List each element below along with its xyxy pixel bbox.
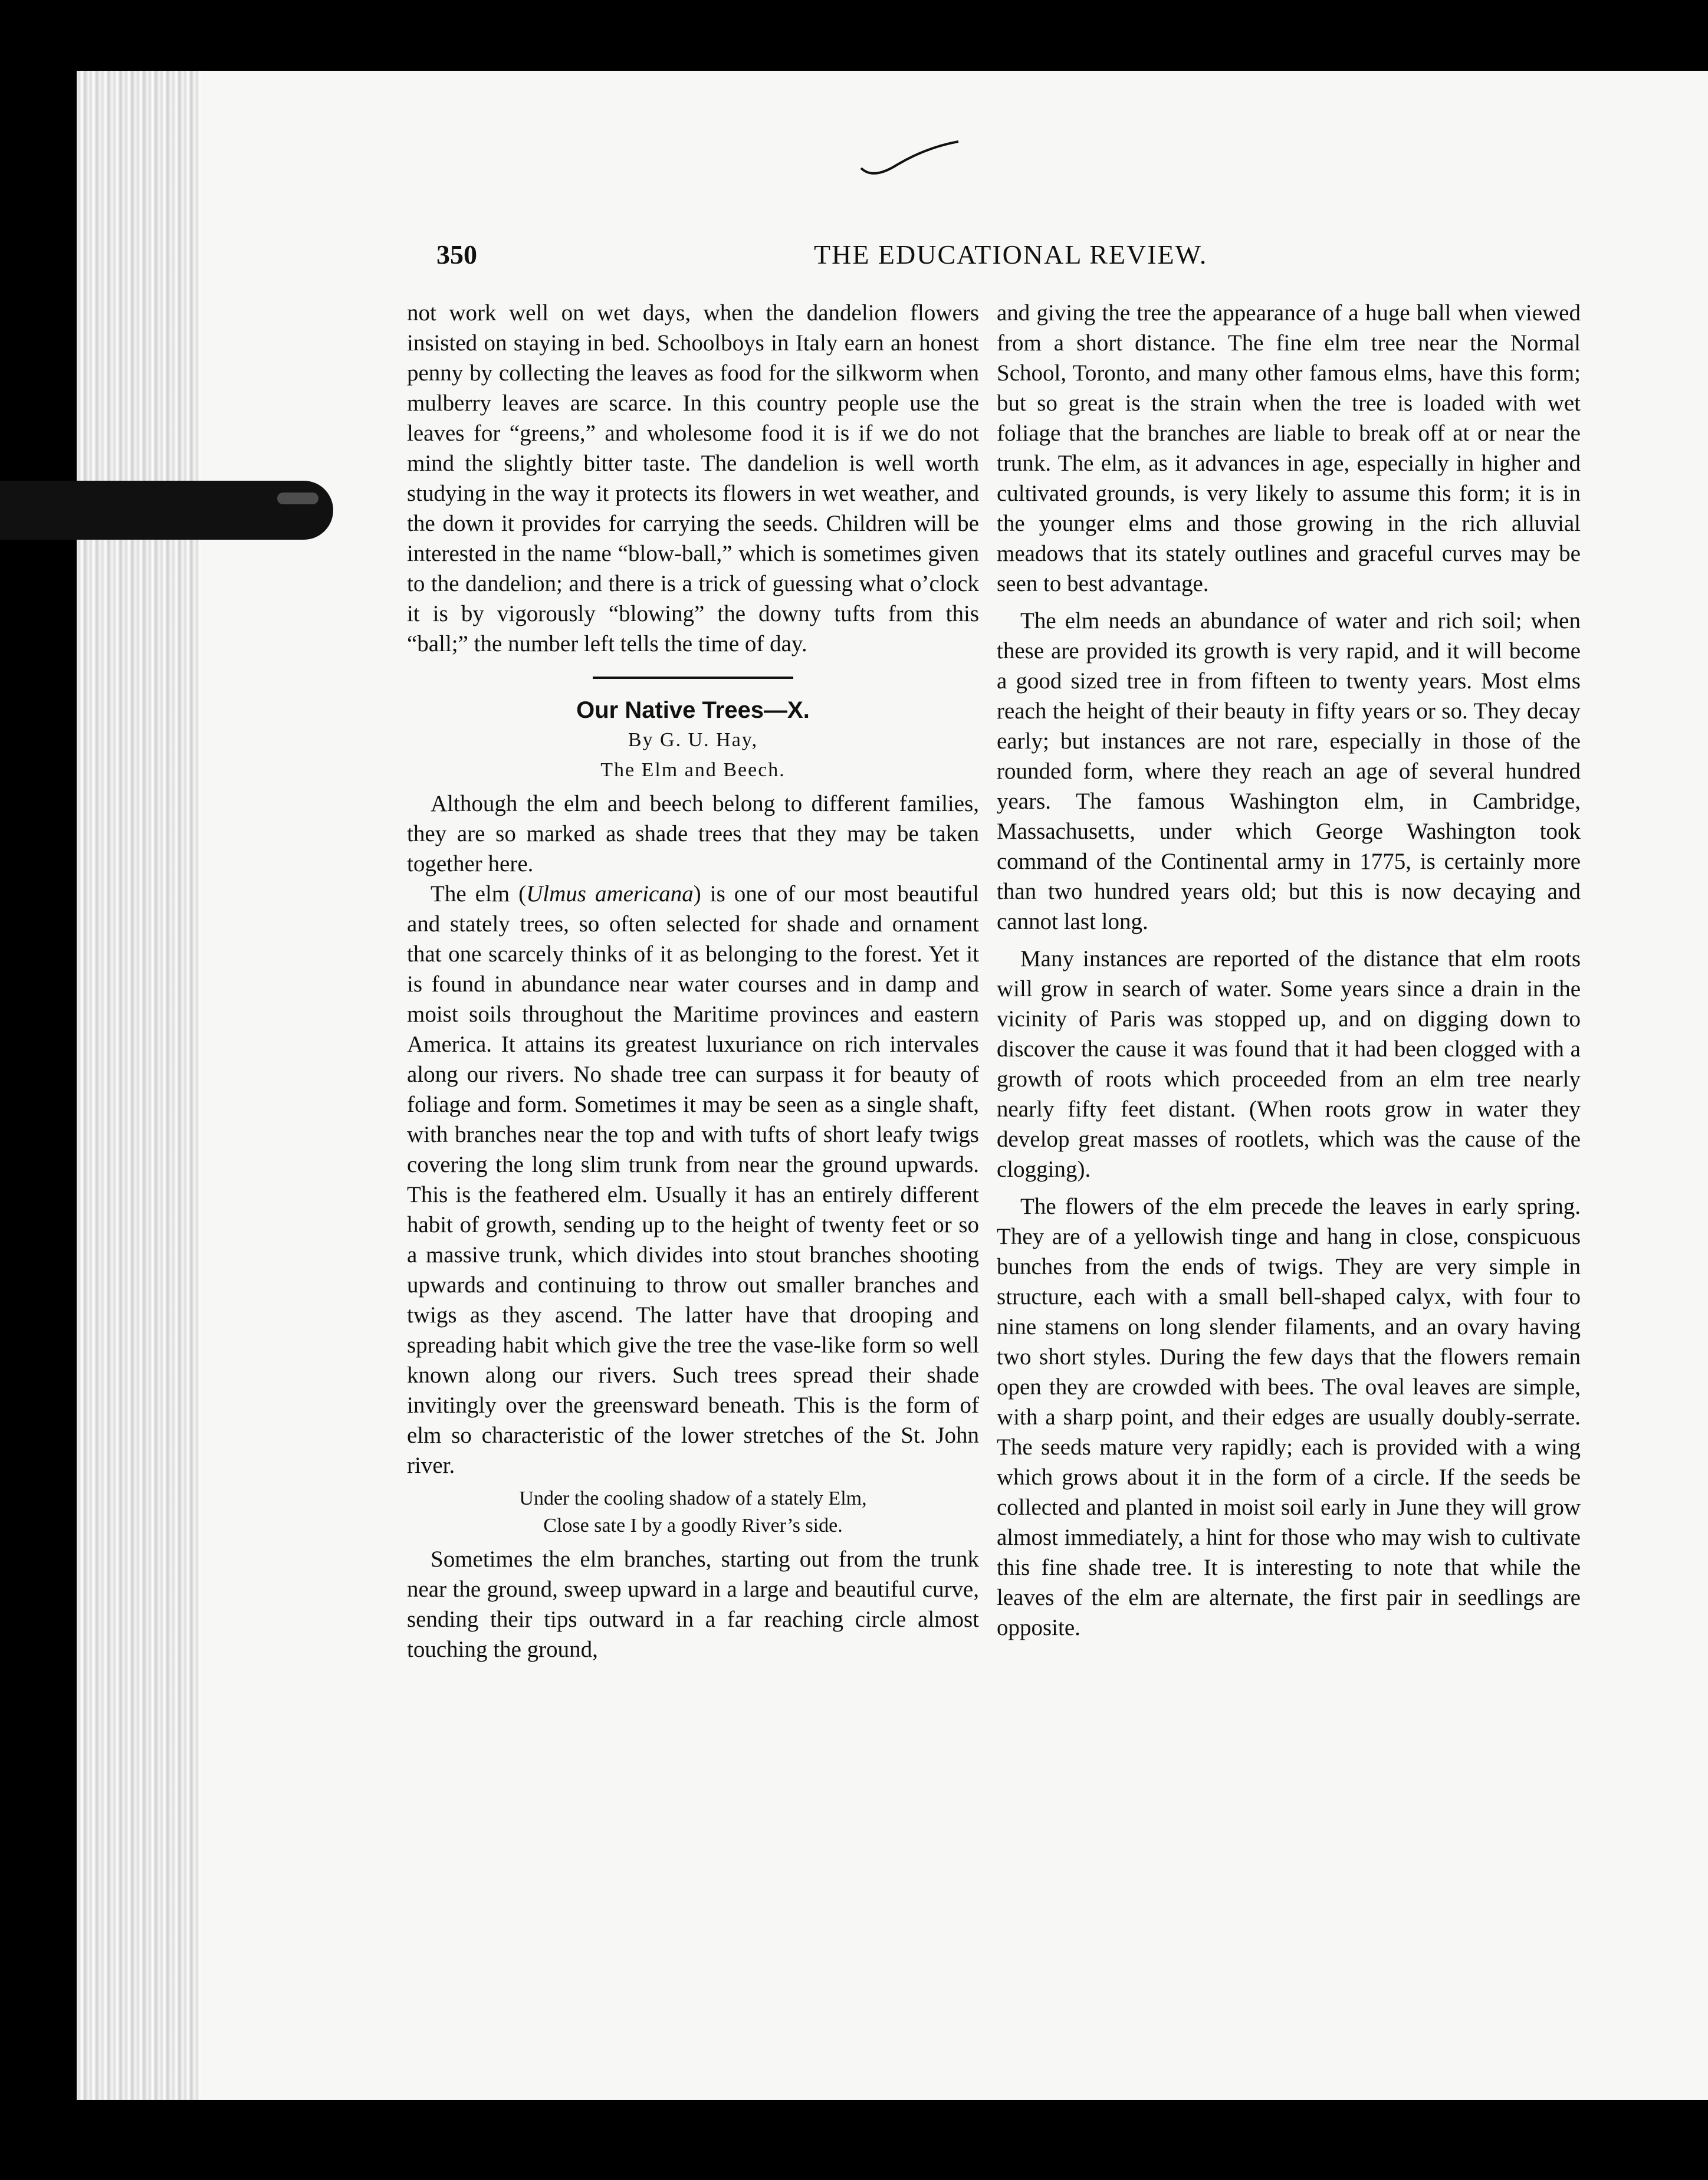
paragraph-elm: [407, 879, 979, 1480]
thumb-highlight: [277, 493, 318, 504]
paragraph-continued-right: and giving the tree the appearance of a huge ball when viewed from a short distance. The fine elm tree near the Normal School, Toronto, and many other famous elms, have this form; but so great is the strain when the tree is loaded with wet foliage that the branches are liable to break off at or near the trunk. The elm, as it advances in age, especially in higher and cultivated grounds, is very likely to assume this form; it is in the younger elms and those growing in the rich alluvial meadows that its stately outlines and graceful curves may be seen to best advantage.: [997, 300, 1581, 596]
page-edge-stack: [77, 71, 218, 2100]
paragraph-flowers: The flowers of the elm precede the leaves in early spring. They are of a yellowish tinge and hang in close, conspicuous bunches from the ends of twigs. They are very simple in structure, each with a small bell-shaped calyx, with four to nine stamens on long slender filaments, and an ovary having two short styles. During the few days that the flowers remain open they are crowded with bees. The oval leaves are simple, with a sharp point, and their edges are usually doubly-serrate. The seeds mature very rapidly; each is provided with a wing which grows about it in the form of a circle. If the seeds be collected and planted in moist soil early in June they will grow almost immediately, a hint for those who may wish to cultivate this fine shade tree. It is interesting to note that while the leaves of the elm are alternate, the first pair in seedlings are opposite.: [997, 1194, 1581, 1640]
thumb-holding-page: [0, 481, 333, 540]
paragraph-sometimes: Sometimes the elm branches, starting out from the trunk near the ground, sweep upward in a large and beautiful curve, sending their tips outward in a far reaching circle almost touching the ground,: [407, 1547, 979, 1662]
section-divider: [593, 677, 793, 679]
article-title: Our Native Trees—X.: [576, 697, 810, 723]
paragraph-elm-rest: ) is one of our most beautiful and stately trees, so often selected for shade and ornament that one scarcely thinks of it as belonging to the forest. Yet it is found in abundance near water courses and in damp and moist soils throughout the Maritime provinces and eastern America. It attains its greatest luxuriance on rich intervales along our rivers. No shade tree can surpass it for beauty of foliage and form. Sometimes it may be seen as a single shaft, with branches near the top and with tufts of short leafy twigs covering the long slim trunk from near the ground upwards. This is the feathered elm. Usually it has an entirely different habit of growth, sending up to the height of twenty feet or so a massive trunk, which divides into stout branches shooting upwards and continuing to throw out smaller branches and twigs as they ascend. The latter have that drooping and spreading habit which give the tree the vase-like form so well known along our rivers. Such trees spread their shade invitingly over the greensward beneath. This is the form of elm so characteristic of the lower stretches of the St. John river.: [407, 881, 979, 1478]
right-column: [997, 298, 1581, 1643]
journal-title: THE EDUCATIONAL REVIEW.: [814, 239, 1208, 270]
paragraph-elm-start: The elm (: [431, 881, 527, 907]
verse-quote: [407, 1485, 979, 1539]
quote-line-1: Under the cooling shadow of a stately Elm,: [519, 1488, 867, 1509]
paragraph-continued: not work well on wet days, when the dandelion flowers insisted on staying in bed. Schoolboys in Italy earn an honest penny by collecting the leaves as food for the silkworm when mulberry leaves are scarce. In this country people use the leaves for “greens,” and wholesome food it is if we do not mind the slightly bitter taste. The dandelion is well worth studying in the way it protects its flowers in wet weather, and the down it provides for carrying the seeds. Children will be interested in the name “blow-ball,” which is sometimes given to the dandelion; and there is a trick of guessing what o’clock it is by vigorously “blowing” the downy tufts from this “ball;” the number left tells the time of day.: [407, 300, 979, 656]
page-number: 350: [436, 239, 477, 270]
article-byline: By G. U. Hay,: [628, 729, 758, 751]
species-name: Ulmus americana: [526, 881, 694, 907]
left-column: [407, 298, 979, 1664]
article-subtitle: The Elm and Beech.: [600, 759, 786, 781]
running-head: [436, 239, 1262, 274]
paragraph-intro: Although the elm and beech belong to different families, they are so marked as shade trees that they may be taken together here.: [407, 791, 979, 876]
paragraph-roots: Many instances are reported of the distance that elm roots will grow in search of water. Some years since a drain in the vicinity of Paris was stopped up, and on digging down to discover the cause it was found that it had been clogged with a growth of roots which proceeded from an elm tree nearly nearly fifty feet distant. (When roots grow in water they develop great masses of rootlets, which was the cause of the clogging).: [997, 946, 1581, 1182]
paragraph-growth: The elm needs an abundance of water and rich soil; when these are provided its growth is very rapid, and it will become a good sized tree in from fifteen to twenty years. Most elms reach the height of their beauty in fifty years or so. They decay early; but instances are not rare, especially in those of the rounded form, where they reach an age of several hundred years. The famous Washington elm, in Cambridge, Massachusetts, under which George Washington took command of the Continental army in 1775, is certainly more than two hundred years old; but this is now decaying and cannot last long.: [997, 608, 1581, 934]
quote-line-2: Close sate I by a goodly River’s side.: [543, 1515, 843, 1536]
pen-mark: [855, 133, 961, 180]
